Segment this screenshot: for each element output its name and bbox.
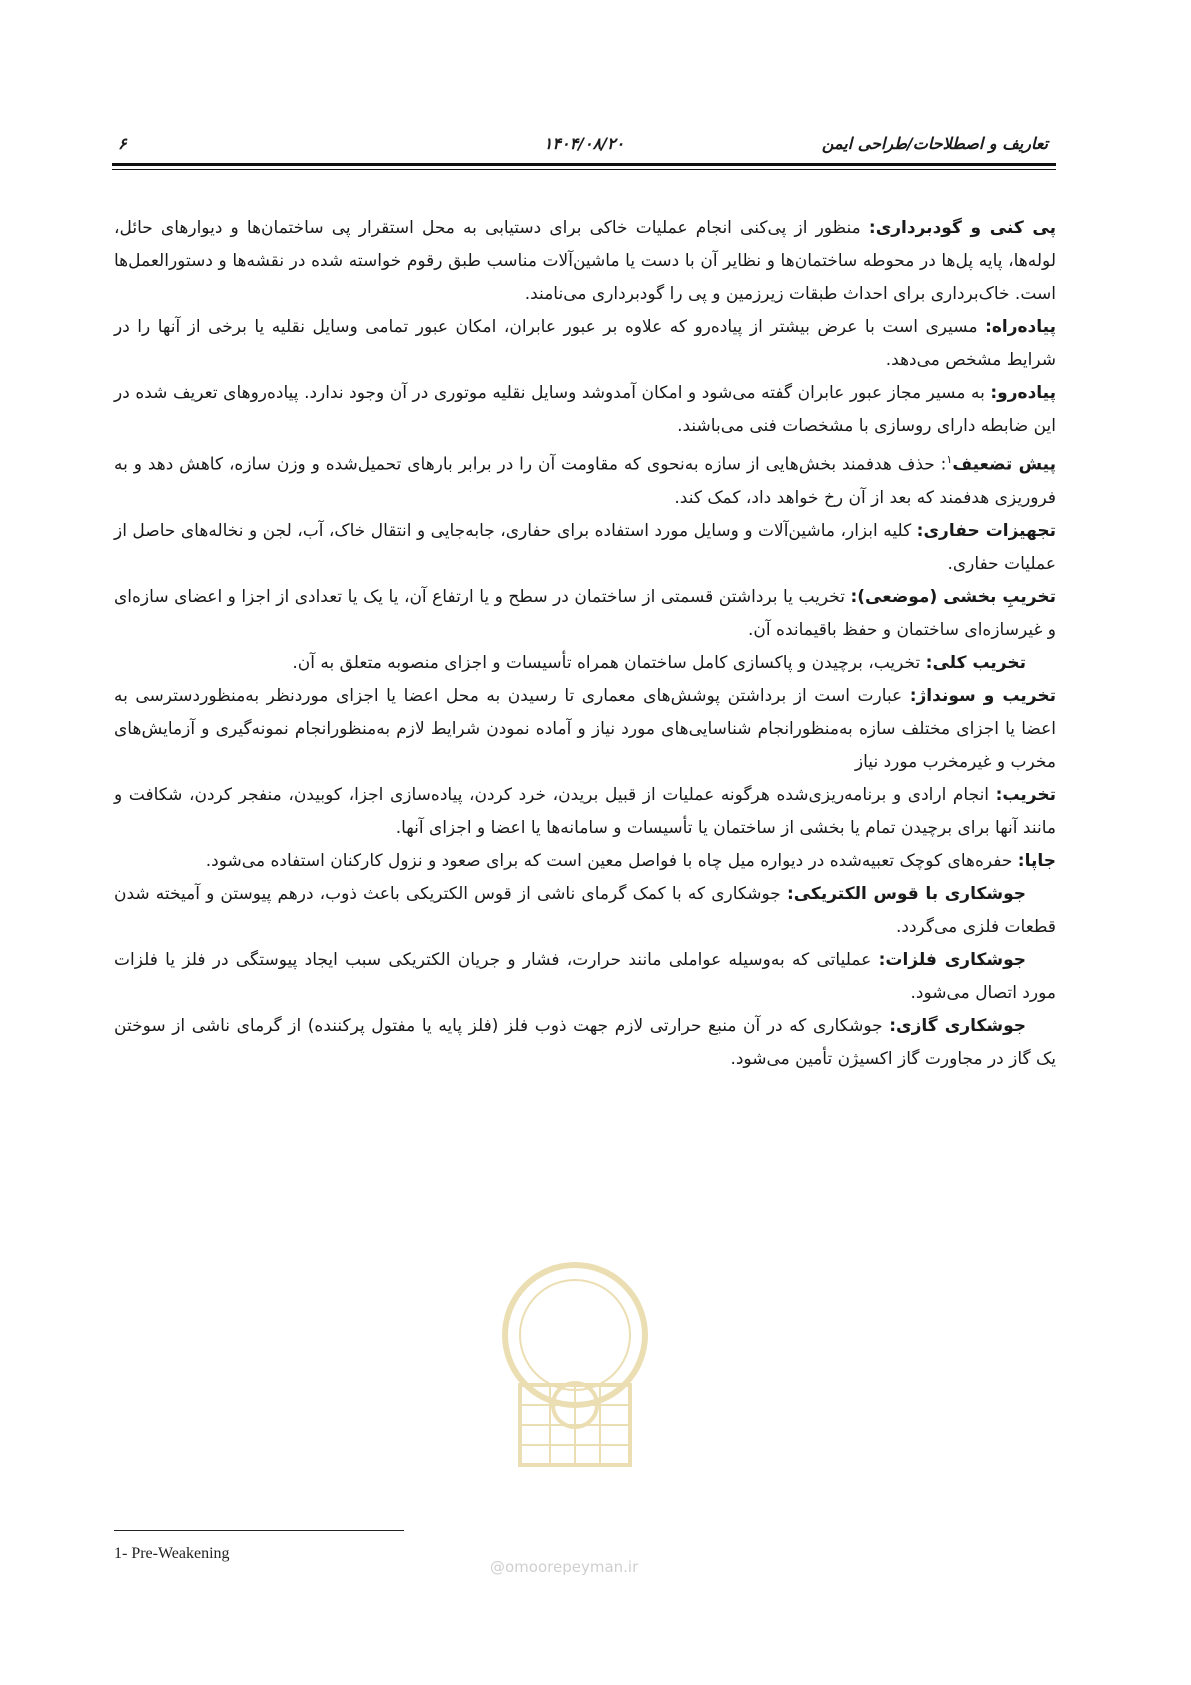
definition-text: : حذف هدفمند بخش‌هایی از سازه به‌نحوی که مقاومت آن را در برابر بارهای تحمیل‌شده و وزن سازه، کاهش دهد و به فروریزی هدفمند که بعد از آن رخ خواهد داد، کمک کند. <box>114 454 1056 508</box>
definition-term: پی کنی و گودبرداری: <box>868 218 1056 238</box>
definition-paragraph <box>114 212 1056 311</box>
definition-term: جوشکاری فلزات: <box>878 949 1026 970</box>
definition-text: عملیاتی که به‌وسیله عواملی مانند حرارت، فشار و جریان الکتریکی سبب ایجاد پیوستگی در فلز یا فلزات مورد اتصال می‌شود. <box>114 949 1056 1003</box>
definition-term: جاپا: <box>1017 850 1056 871</box>
definition-paragraph <box>114 515 1056 581</box>
header-rule-thin <box>112 169 1056 170</box>
definition-term: جوشکاری با قوس الکتریکی: <box>786 883 1026 904</box>
definition-text: انجام ارادی و برنامه‌ریزی‌شده هرگونه عملیات از قبیل بریدن، خرد کردن، پیاده‌سازی اجزا، کوبیدن، منفجر کردن، شکافت و مانند آنها برای برچیدن تمام یا بخشی از ساختمان یا تأسیسات و سامانه‌ها یا اعضا و اجزای آنها. <box>114 784 1056 838</box>
definition-text: منظور از پی‌کنی انجام عملیات خاکی برای دستیابی به محل استقرار پی ساختمان‌ها و دیوارهای حائل، لوله‌ها، پایه پل‌ها در محوطه ساختمان‌ها و نظایر آن با دست یا ماشین‌آلات مناسب طبق رقوم خواسته شده در نقشه‌ها و دستورالعمل‌ها است. خاک‌برداری برای احداث طبقات زیرزمین و پی را گودبرداری می‌نامند. <box>114 218 1056 304</box>
definition-paragraph <box>114 1010 1056 1076</box>
definition-text: حفره‌های کوچک تعبیه‌شده در دیواره میل چاه با فواصل معین است که برای صعود و نزول کارکنان استفاده می‌شود. <box>205 850 1018 871</box>
definition-term: پیاده‌رو: <box>990 383 1056 403</box>
definition-paragraph <box>114 845 1056 878</box>
definition-paragraph <box>114 311 1056 377</box>
definition-text: جوشکاری که در آن منبع حرارتی لازم جهت ذوب فلز (فلز پایه یا مفتول پرکننده) از گرمای ناشی از سوختن یک گاز در مجاورت گاز اکسیژن تأمین می‌شود. <box>114 1015 1056 1069</box>
definition-term: پیاده‌راه: <box>985 317 1056 337</box>
watermark-logo-icon <box>485 1255 665 1485</box>
header-rule-thick <box>112 163 1056 166</box>
footnote: 1- Pre-Weakening <box>114 1545 230 1562</box>
definition-paragraph <box>114 443 1056 515</box>
definition-text: مسیری است با عرض بیشتر از پیاده‌رو که علاوه بر عبور عابران، امکان عبور تمامی وسایل نقلیه یا برخی از آنها را در شرایط مشخص می‌دهد. <box>114 317 1056 370</box>
definition-term: پیش تضعیف <box>952 454 1056 475</box>
definition-term: تخریب و سونداژ: <box>909 685 1056 706</box>
header-title: تعاریف و اصطلاحات/طراحی ایمن <box>821 134 1048 153</box>
definition-paragraph <box>114 779 1056 845</box>
definition-term: تخریب: <box>995 784 1056 805</box>
definition-text: جوشکاری که با کمک گرمای ناشی از قوس الکتریکی باعث ذوب، درهم پیوستن و آمیخته شدن قطعات فلزی می‌گردد. <box>114 883 1056 937</box>
watermark-url: @omoorepeyman.ir <box>490 1558 639 1576</box>
definition-text: عبارت است از برداشتن پوشش‌های معماری تا رسیدن به محل اعضا یا اجزای موردنظر به‌منظوردسترسی به اعضا یا اجزای مختلف سازه به‌منظورانجام شناسایی‌های مورد نیاز و آماده نمودن شرایط لازم به‌منظورانجام نمونه‌گیری و آزمایش‌های مخرب و غیرمخرب مورد نیاز <box>114 685 1056 772</box>
definition-paragraph <box>114 377 1056 443</box>
definition-paragraph <box>114 944 1056 1010</box>
definition-term: تخریبِ بخشی (موضعی): <box>850 586 1056 607</box>
definition-paragraph <box>114 878 1056 944</box>
definition-term: تخریب کلی: <box>925 652 1026 673</box>
definition-paragraph <box>114 581 1056 647</box>
definitions-body <box>114 212 1056 1076</box>
definition-term: جوشکاری گازی: <box>889 1015 1027 1036</box>
page-number: ۶ <box>118 134 127 153</box>
definition-text: تخریب یا برداشتن قسمتی از ساختمان در سطح و یا ارتفاع آن، یا یک یا تعدادی از اجزا و اعضای سازه‌ای و غیرسازه‌ای ساختمان و حفظ باقیمانده آن. <box>114 586 1056 640</box>
page-header <box>112 128 1056 164</box>
footnote-rule <box>114 1530 404 1531</box>
footnote-marker: ۱ <box>946 453 953 466</box>
definition-text: کلیه ابزار، ماشین‌آلات و وسایل مورد استفاده برای حفاری، جابه‌جایی و انتقال خاک، آب، لجن و نخاله‌های حاصل از عملیات حفاری. <box>114 520 1056 574</box>
definition-term: تجهیزات حفاری: <box>916 520 1056 541</box>
definition-paragraph <box>114 647 1056 680</box>
definition-text: تخریب، برچیدن و پاکسازی کامل ساختمان همراه تأسیسات و اجزای منصوبه متعلق به آن. <box>292 652 926 673</box>
definition-text: به مسیر مجاز عبور عابران گفته می‌شود و امکان آمدوشد وسایل نقلیه موتوری در آن وجود ندارد. پیاده‌روهای تعریف شده در این ضابطه دارای روسازی با مشخصات فنی می‌باشند. <box>114 383 1056 436</box>
header-date: ۱۴۰۴/۰۸/۲۰ <box>543 134 625 153</box>
definition-paragraph <box>114 680 1056 779</box>
